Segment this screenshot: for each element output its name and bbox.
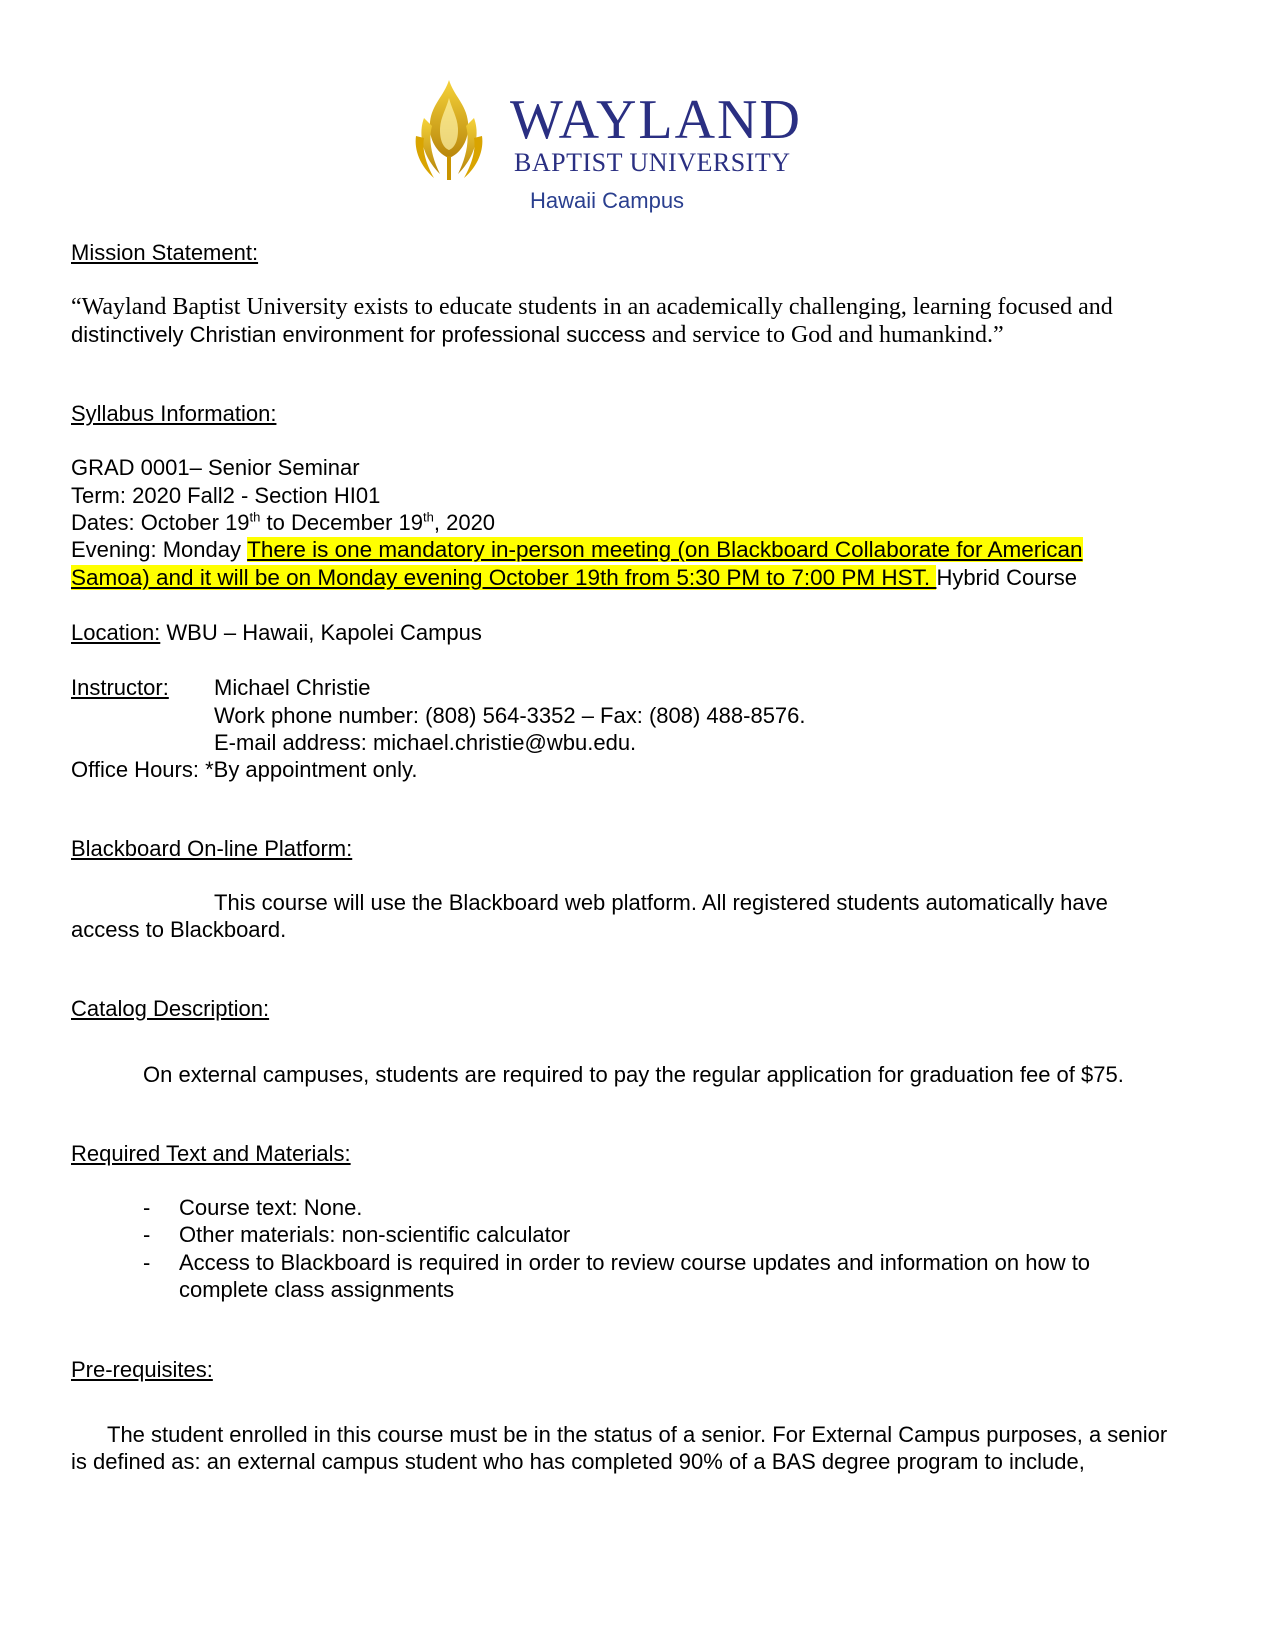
mission-line-2b: and service to God and humankind.” bbox=[645, 322, 1004, 348]
materials-heading: Required Text and Materials: bbox=[71, 1141, 351, 1166]
location-label: Location: bbox=[71, 620, 161, 645]
instructor-label: Instructor: bbox=[71, 675, 169, 700]
bullet-dash: - bbox=[143, 1250, 151, 1275]
wayland-logo bbox=[436, 80, 836, 190]
mission-heading: Mission Statement: bbox=[71, 240, 259, 265]
location-value: WBU – Hawaii, Kapolei Campus bbox=[160, 620, 482, 645]
prereq-line-2: is defined as: an external campus student who has completed 90% of a BAS degree program to include, bbox=[71, 1449, 1085, 1474]
office-hours: Office Hours: *By appointment only. bbox=[71, 757, 418, 782]
course-title: GRAD 0001– Senior Seminar bbox=[71, 455, 360, 480]
instructor-email: E-mail address: michael.christie@wbu.edu. bbox=[214, 730, 637, 755]
dates-sup-2: th bbox=[423, 509, 434, 525]
material-course-text: Course text: None. bbox=[179, 1195, 363, 1220]
blackboard-line-1: This course will use the Blackboard web platform. All registered students automatically have bbox=[214, 890, 1108, 915]
meeting-highlight-1: There is one mandatory in-person meeting (on Blackboard Collaborate for American bbox=[247, 537, 1083, 562]
evening-line-2 bbox=[71, 565, 1077, 591]
evening-label: Evening: Monday bbox=[71, 537, 248, 562]
catalog-heading: Catalog Description: bbox=[71, 996, 270, 1021]
material-other: Other materials: non-scientific calculator bbox=[179, 1222, 571, 1247]
material-blackboard-cont: complete class assignments bbox=[179, 1277, 455, 1302]
logo-wordmark: WAYLAND bbox=[510, 89, 802, 151]
bullet-dash: - bbox=[143, 1222, 151, 1247]
bullet-dash: - bbox=[143, 1195, 151, 1220]
flame-icon bbox=[414, 78, 484, 182]
dates-line bbox=[71, 510, 495, 536]
syllabus-heading: Syllabus Information: bbox=[71, 401, 277, 426]
catalog-text: On external campuses, students are required to pay the regular application for graduation fee of $75. bbox=[143, 1062, 1124, 1087]
mission-line-2a: distinctively Christian environment for professional success bbox=[71, 322, 646, 347]
hybrid-course-label: Hybrid Course bbox=[936, 565, 1078, 590]
blackboard-heading: Blackboard On-line Platform: bbox=[71, 836, 353, 861]
material-blackboard: Access to Blackboard is required in order to review course updates and information on how to bbox=[179, 1250, 1091, 1275]
evening-line-1 bbox=[71, 537, 1083, 563]
location-line bbox=[71, 620, 482, 646]
mission-line-2 bbox=[71, 322, 1004, 349]
dates-sup-1: th bbox=[249, 509, 261, 525]
list-item bbox=[143, 1250, 1090, 1276]
list-item bbox=[143, 1222, 570, 1248]
prereq-heading: Pre-requisites: bbox=[71, 1357, 213, 1382]
blackboard-line-2: access to Blackboard. bbox=[71, 917, 287, 942]
dates-year: , 2020 bbox=[433, 510, 496, 535]
dates-end: to December 19 bbox=[260, 510, 424, 535]
dates-start: Dates: October 19 bbox=[71, 510, 250, 535]
campus-label: Hawaii Campus bbox=[530, 188, 685, 213]
list-item bbox=[143, 1195, 362, 1221]
instructor-name: Michael Christie bbox=[214, 675, 371, 700]
mission-line-1: “Wayland Baptist University exists to educate students in an academically challenging, learning focused and bbox=[71, 294, 1113, 320]
logo-subtitle: BAPTIST UNIVERSITY bbox=[514, 148, 791, 177]
instructor-phone: Work phone number: (808) 564-3352 – Fax: (808) 488-8576. bbox=[214, 703, 806, 728]
meeting-highlight-2: Samoa) and it will be on Monday evening October 19th from 5:30 PM to 7:00 PM HST. bbox=[71, 565, 937, 590]
prereq-line-1: The student enrolled in this course must be in the status of a senior. For External Campus purposes, a senior bbox=[107, 1422, 1168, 1447]
term-line: Term: 2020 Fall2 - Section HI01 bbox=[71, 483, 381, 508]
